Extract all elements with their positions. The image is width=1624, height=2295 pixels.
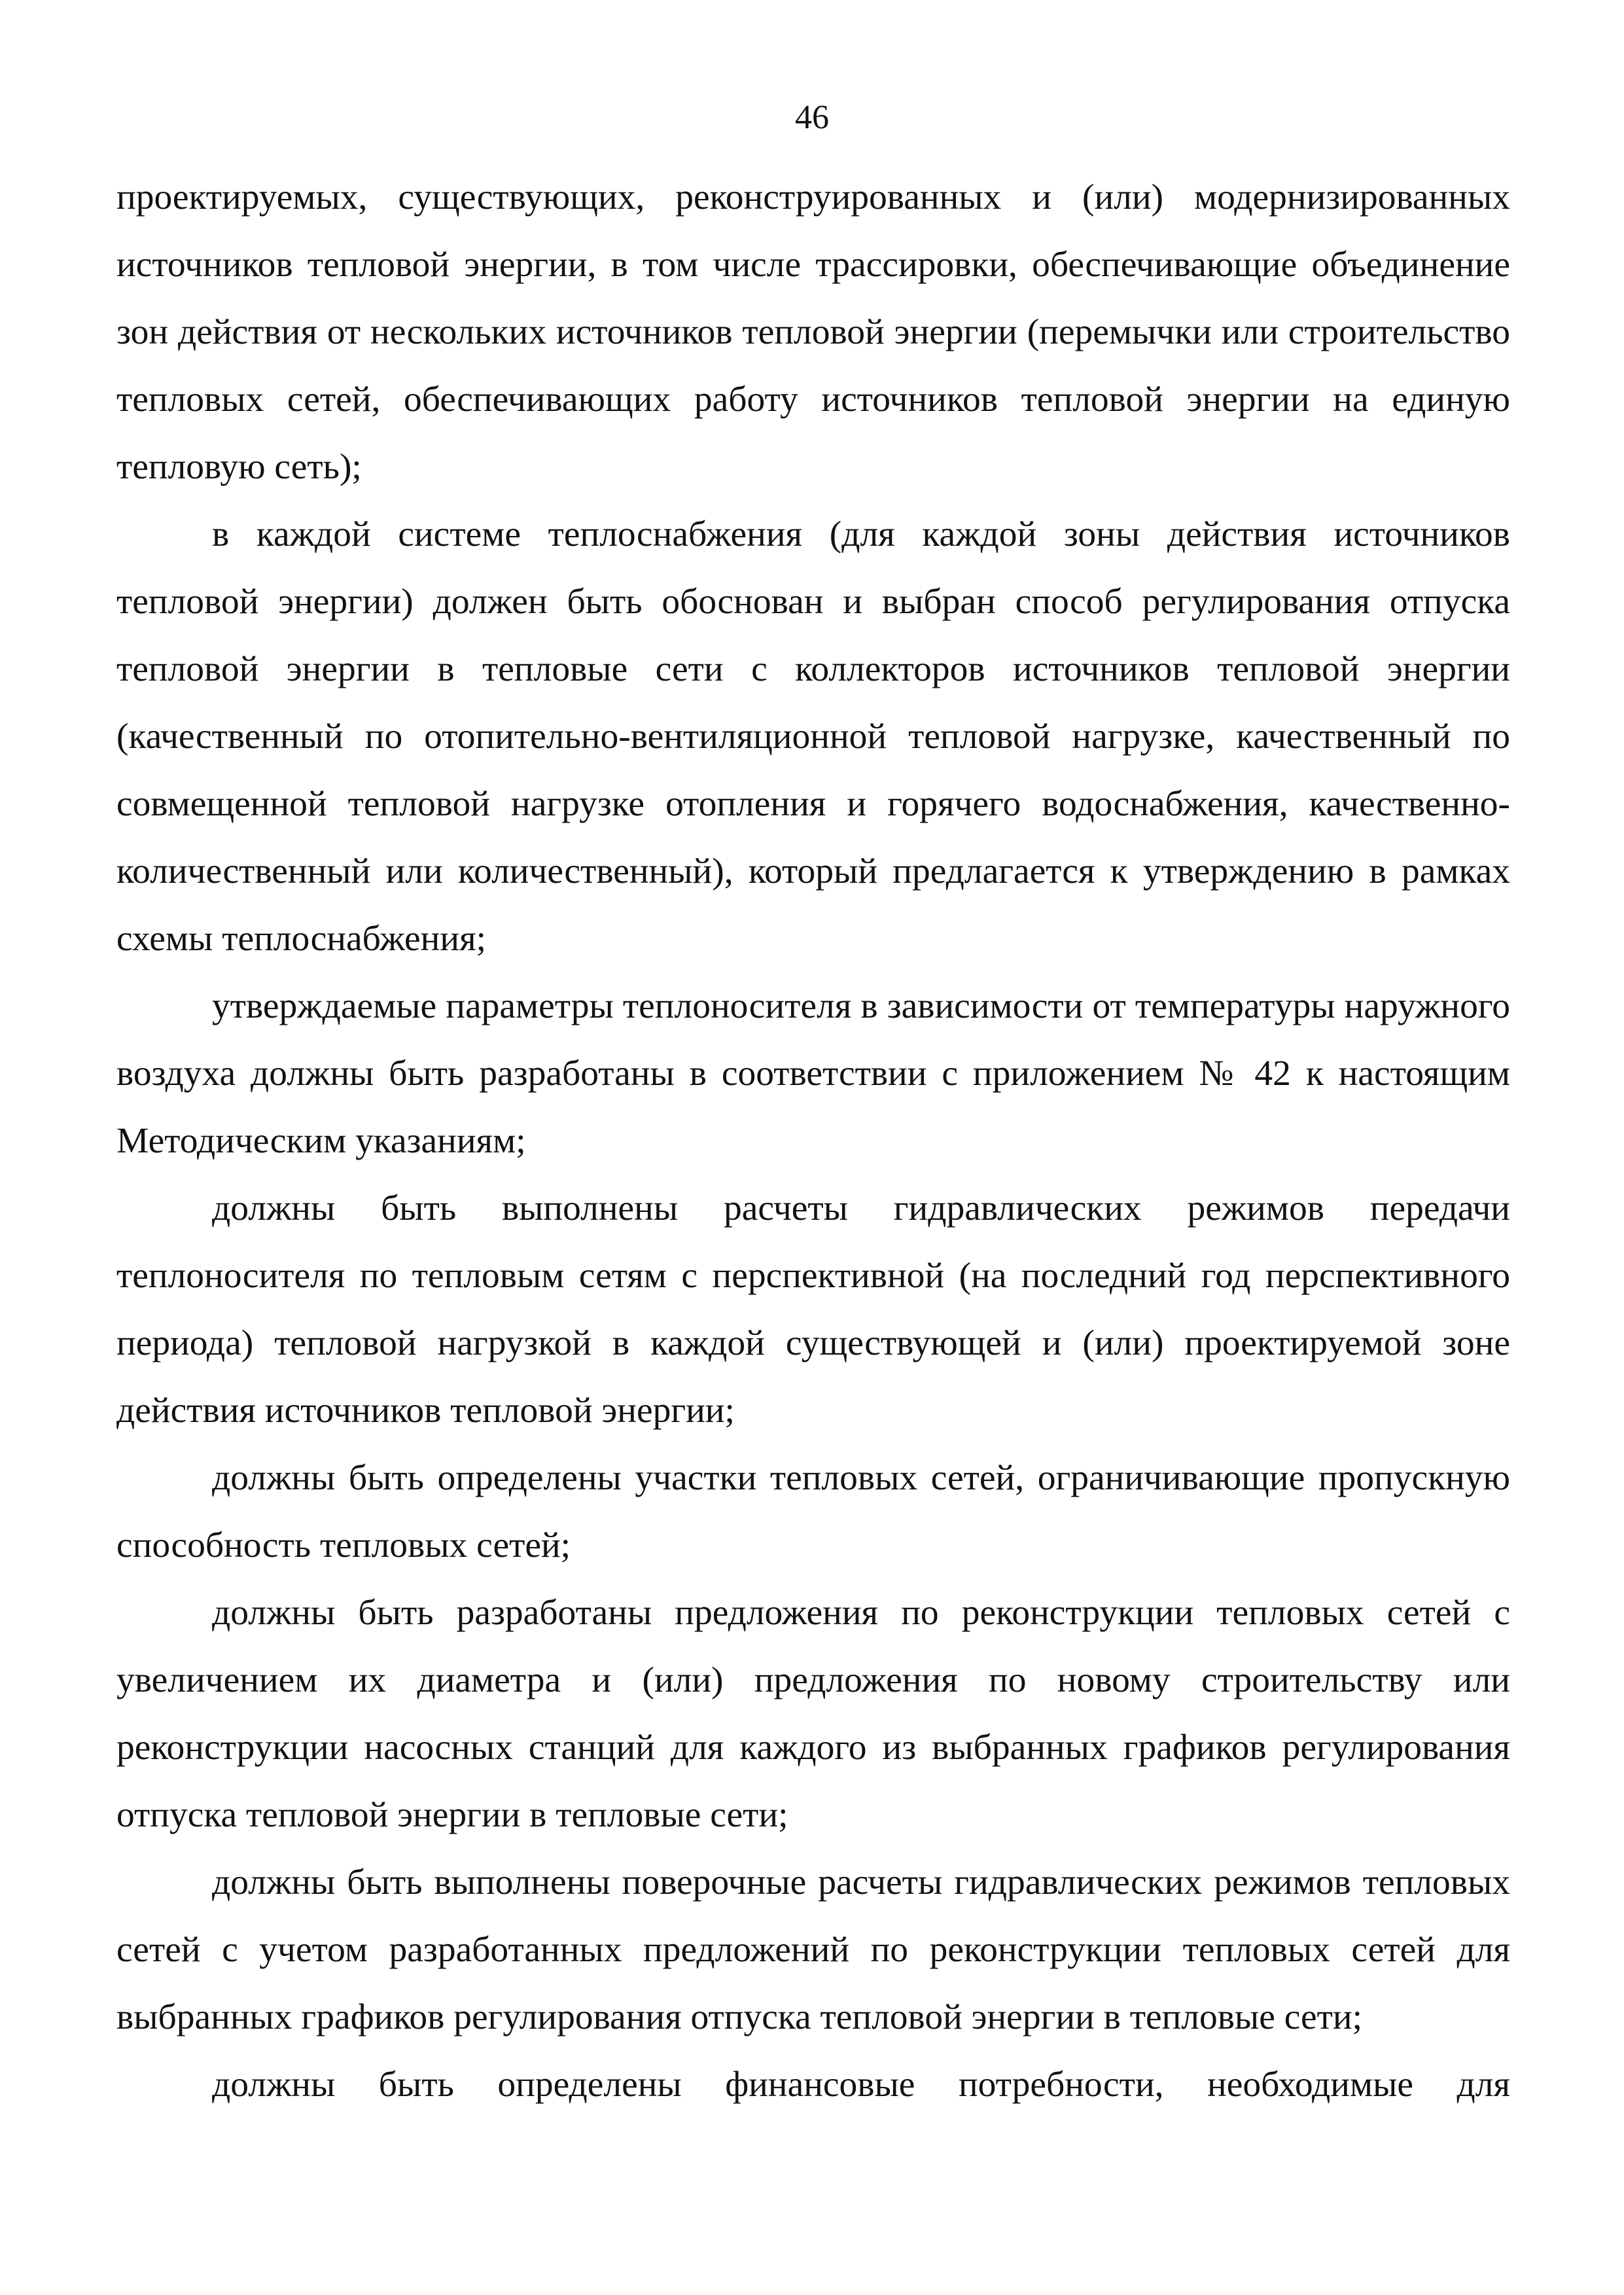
paragraph-reconstruction-proposals: должны быть разработаны предложения по реконструкции тепловых сетей с увеличением их диаметра и (или) предложения по новому строительству или реконструкции насосных станций для каждого из выбранных графиков регулирования отпуска тепловой энергии в тепловые сети;: [116, 1593, 1510, 1835]
document-body: [116, 164, 1510, 2118]
page-number: 46: [795, 99, 829, 136]
paragraph-regulation-method: в каждой системе теплоснабжения (для каждой зоны действия источников тепловой энергии) должен быть обоснован и выбран способ регулирования отпуска тепловой энергии в тепловые сети с коллекторов источников тепловой энергии (качественный по отопительно-вентиляционной тепловой нагрузке, качественный по совмещенной тепловой нагрузке отопления и горячего водоснабжения, качественно-количественный или количественный), который предлагается к утверждению в рамках схемы теплоснабжения;: [116, 514, 1510, 959]
paragraph-coolant-parameters: утверждаемые параметры теплоносителя в зависимости от температуры наружного воздуха должны быть разработаны в соответствии с приложением № 42 к настоящим Методическим указаниям;: [116, 986, 1510, 1161]
paragraph-continuation: проектируемых, существующих, реконструированных и (или) модернизированных источников тепловой энергии, в том числе трассировки, обеспечивающие объединение зон действия от нескольких источников тепловой энергии (перемычки или строительство тепловых сетей, обеспечивающих работу источников тепловой энергии на единую тепловую сеть);: [116, 177, 1510, 487]
paragraph-financial-needs: должны быть определены финансовые потребности, необходимые для: [212, 2065, 1510, 2105]
paragraph-network-sections: должны быть определены участки тепловых сетей, ограничивающие пропускную способность тепловых сетей;: [116, 1458, 1510, 1565]
paragraph-hydraulic-calculations: должны быть выполнены расчеты гидравлических режимов передачи теплоносителя по тепловым сетям с перспективной (на последний год перспективного периода) тепловой нагрузкой в каждой существующей и (или) проектируемой зоне действия источников тепловой энергии;: [116, 1188, 1510, 1431]
paragraph-verification-calculations: должны быть выполнены поверочные расчеты гидравлических режимов тепловых сетей с учетом разработанных предложений по реконструкции тепловых сетей для выбранных графиков регулирования отпуска тепловой энергии в тепловые сети;: [116, 1862, 1510, 2037]
